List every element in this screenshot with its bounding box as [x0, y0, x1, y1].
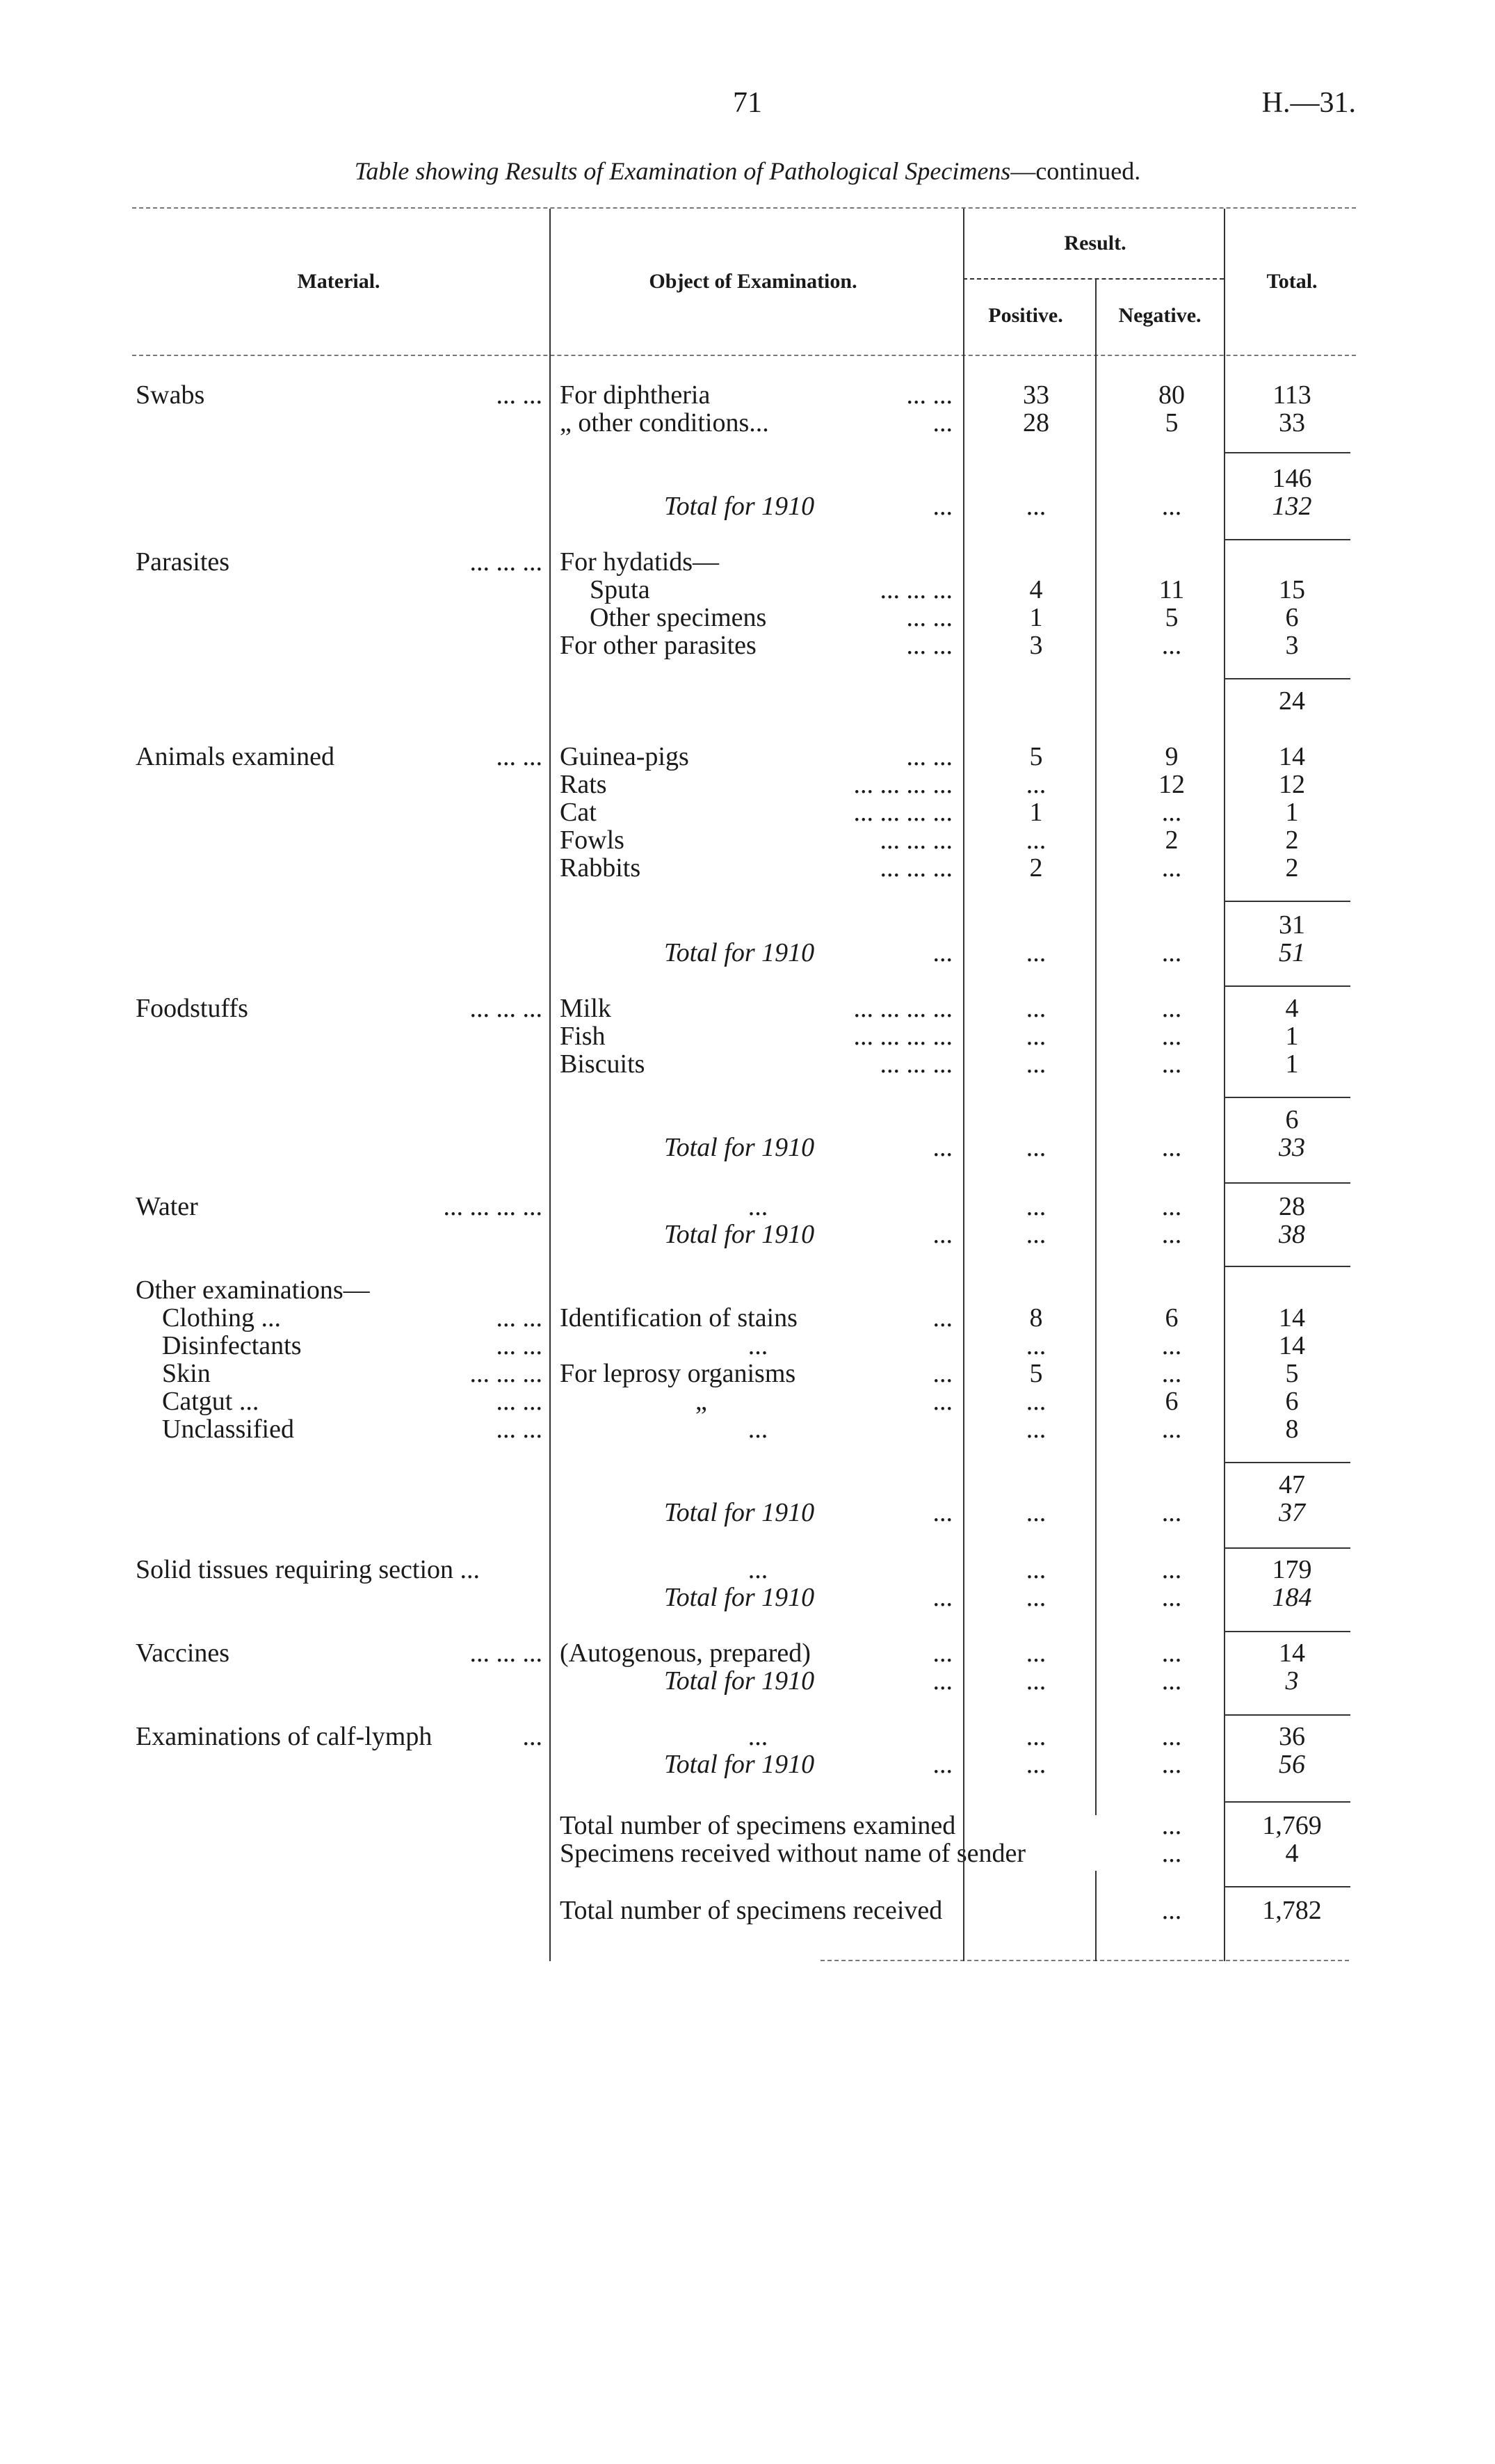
positive-count: 4 [1029, 575, 1043, 604]
material-dot-leader: ... ... ... [469, 1638, 542, 1668]
positive-count: ... [1026, 1192, 1046, 1221]
column-rule [1095, 1871, 1097, 1961]
positive-count: 33 [1023, 380, 1049, 410]
negative-count: ... [1161, 1192, 1182, 1221]
object-dot-leader: ... [932, 1359, 953, 1388]
positive-count: ... [1026, 1750, 1046, 1779]
positive-count: 2 [1029, 853, 1043, 883]
material-dot-leader: ... ... [496, 1415, 542, 1444]
positive-count: ... [1026, 1331, 1046, 1360]
page-reference: H.—31. [1261, 87, 1356, 119]
material-label: Unclassified [162, 1415, 294, 1444]
object-label: ... [748, 1722, 768, 1751]
object-label: For diphtheria [560, 380, 711, 410]
positive-count: 28 [1023, 408, 1049, 437]
positive-count: ... [1026, 1415, 1046, 1444]
object-label: Guinea-pigs [560, 742, 689, 771]
total-count: 28 [1279, 1192, 1305, 1221]
total-count: 56 [1279, 1750, 1305, 1779]
positive-count: ... [1026, 1498, 1046, 1527]
negative-count: ... [1161, 1555, 1182, 1584]
object-dot-leader: ... ... ... ... [853, 770, 953, 799]
column-rule [1224, 209, 1225, 1961]
total-count: 6 [1285, 1105, 1299, 1134]
column-rule [963, 209, 964, 1961]
negative-count: ... [1161, 994, 1182, 1023]
material-dot-leader: ... ... [496, 742, 542, 771]
material-label: Disinfectants [162, 1331, 302, 1360]
summary-dot-leader: ... [1161, 1896, 1182, 1925]
material-label: Clothing ... [162, 1303, 282, 1332]
object-dot-leader: ... ... ... ... [853, 1022, 953, 1051]
object-dot-leader: ... [932, 938, 953, 967]
negative-count: ... [1161, 853, 1182, 883]
material-dot-leader: ... ... ... [469, 1359, 542, 1388]
positive-count: 1 [1029, 603, 1043, 632]
table-title-main: Table showing Results of Examination of Pathological Specimens [354, 157, 1011, 185]
object-label: Cat [560, 798, 597, 827]
result-divider [963, 278, 1224, 280]
negative-count: ... [1161, 1638, 1182, 1668]
total-count: 132 [1272, 492, 1312, 521]
positive-count: ... [1026, 994, 1046, 1023]
material-label: Parasites [136, 547, 230, 577]
object-label: For leprosy organisms [560, 1359, 796, 1388]
negative-count: ... [1161, 798, 1182, 827]
object-label: ... [748, 1331, 768, 1360]
material-label: Other examinations— [136, 1275, 370, 1305]
subtotal-rule [1225, 1182, 1350, 1184]
object-label: Fish [560, 1022, 606, 1051]
material-label: Foodstuffs [136, 994, 248, 1023]
negative-count: ... [1161, 1666, 1182, 1696]
object-dot-leader: ... ... ... [880, 1049, 953, 1079]
negative-count: ... [1161, 1415, 1182, 1444]
object-label: Identification of stains [560, 1303, 798, 1332]
total-count: 6 [1285, 1387, 1299, 1416]
positive-count: ... [1026, 1133, 1046, 1162]
material-dot-leader: ... ... ... [469, 994, 542, 1023]
positive-count: ... [1026, 1666, 1046, 1696]
subtotal-rule [1225, 539, 1350, 540]
positive-count: 1 [1029, 798, 1043, 827]
object-label: ... [748, 1192, 768, 1221]
object-label: Fowls [560, 826, 624, 855]
object-label: Total for 1910 [664, 1133, 815, 1162]
positive-count: ... [1026, 1638, 1046, 1668]
object-dot-leader: ... ... ... [880, 826, 953, 855]
positive-count: ... [1026, 1583, 1046, 1612]
header-material: Material. [297, 270, 380, 293]
object-dot-leader: ... [932, 492, 953, 521]
object-label: Rats [560, 770, 607, 799]
negative-count: ... [1161, 1583, 1182, 1612]
total-count: 6 [1285, 603, 1299, 632]
subtotal-rule [1225, 678, 1350, 679]
object-dot-leader: ... [932, 1303, 953, 1332]
subtotal-rule [1225, 1801, 1350, 1803]
total-count: 2 [1285, 826, 1299, 855]
object-dot-leader: ... ... [906, 380, 953, 410]
column-rule [1095, 278, 1097, 1815]
negative-count: 6 [1165, 1387, 1179, 1416]
positive-count: ... [1026, 492, 1046, 521]
header-negative: Negative. [1118, 304, 1202, 327]
object-dot-leader: ... [932, 1666, 953, 1696]
total-count: 47 [1279, 1470, 1305, 1499]
positive-count: ... [1026, 1555, 1046, 1584]
total-count: 51 [1279, 938, 1305, 967]
header-total: Total. [1266, 270, 1318, 293]
subtotal-rule [1225, 985, 1350, 987]
total-count: 12 [1279, 770, 1305, 799]
table-title-suffix: —continued. [1010, 157, 1141, 185]
object-dot-leader: ... ... [906, 603, 953, 632]
object-label: Total for 1910 [664, 1666, 815, 1696]
negative-count: 5 [1165, 603, 1179, 632]
total-count: 15 [1279, 575, 1305, 604]
negative-count: 12 [1158, 770, 1185, 799]
total-count: 146 [1272, 464, 1312, 493]
negative-count: ... [1161, 492, 1182, 521]
header-result: Result. [1064, 232, 1126, 255]
material-label: Examinations of calf-lymph [136, 1722, 433, 1751]
negative-count: ... [1161, 938, 1182, 967]
total-count: 179 [1272, 1555, 1312, 1584]
total-count: 38 [1279, 1220, 1305, 1249]
header-object: Object of Examination. [649, 270, 857, 293]
material-label: Skin [162, 1359, 211, 1388]
total-count: 2 [1285, 853, 1299, 883]
negative-count: ... [1161, 1133, 1182, 1162]
positive-count: ... [1026, 1220, 1046, 1249]
object-dot-leader: ... ... ... [880, 853, 953, 883]
subtotal-rule [1225, 901, 1350, 902]
summary-label: Specimens received without name of sender [560, 1839, 1026, 1868]
material-dot-leader: ... ... [496, 1331, 542, 1360]
material-label: Solid tissues requiring section ... [136, 1555, 480, 1584]
total-count: 31 [1279, 910, 1305, 940]
object-dot-leader: ... [932, 1133, 953, 1162]
summary-label: Total number of specimens examined [560, 1811, 956, 1840]
header-positive: Positive. [988, 304, 1063, 327]
object-label: „ other conditions... [560, 408, 769, 437]
object-dot-leader: ... [932, 1498, 953, 1527]
negative-count: ... [1161, 1722, 1182, 1751]
total-count: 1 [1285, 798, 1299, 827]
bottom-rule [821, 1960, 1349, 1961]
object-label: Total for 1910 [664, 1750, 815, 1779]
negative-count: 80 [1158, 380, 1185, 410]
object-dot-leader: ... ... ... [880, 575, 953, 604]
summary-label: Total number of specimens received [560, 1896, 943, 1925]
object-dot-leader: ... [932, 1220, 953, 1249]
header-bottom-rule [132, 355, 1356, 356]
object-label: Milk [560, 994, 611, 1023]
total-count: 33 [1279, 1133, 1305, 1162]
total-count: 8 [1285, 1415, 1299, 1444]
table-title [355, 157, 1141, 185]
negative-count: ... [1161, 631, 1182, 660]
positive-count: ... [1026, 1722, 1046, 1751]
negative-count: ... [1161, 1498, 1182, 1527]
summary-dot-leader: ... [1161, 1811, 1182, 1840]
total-count: 1 [1285, 1049, 1299, 1079]
subtotal-rule [1225, 1631, 1350, 1632]
object-dot-leader: ... [932, 408, 953, 437]
negative-count: ... [1161, 1331, 1182, 1360]
total-count: 1 [1285, 1022, 1299, 1051]
total-count: 113 [1272, 380, 1311, 410]
negative-count: ... [1161, 1359, 1182, 1388]
object-label: ... [748, 1415, 768, 1444]
total-count: 36 [1279, 1722, 1305, 1751]
object-dot-leader: ... [932, 1638, 953, 1668]
total-count: 5 [1285, 1359, 1299, 1388]
material-dot-leader: ... ... [496, 1303, 542, 1332]
material-label: Catgut ... [162, 1387, 259, 1416]
total-count: 3 [1285, 1666, 1299, 1696]
top-rule [132, 207, 1356, 209]
negative-count: ... [1161, 1049, 1182, 1079]
summary-total: 1,782 [1262, 1896, 1322, 1925]
object-dot-leader: ... ... ... ... [853, 994, 953, 1023]
object-dot-leader: ... ... [906, 631, 953, 660]
total-count: 24 [1279, 686, 1305, 716]
total-count: 3 [1285, 631, 1299, 660]
page-number: 71 [733, 87, 762, 119]
total-count: 14 [1279, 1331, 1305, 1360]
object-label: (Autogenous, prepared) [560, 1638, 811, 1668]
summary-total: 1,769 [1262, 1811, 1322, 1840]
object-dot-leader: ... [932, 1583, 953, 1612]
object-label: Total for 1910 [664, 938, 815, 967]
subtotal-rule [1225, 1462, 1350, 1463]
total-count: 4 [1285, 994, 1299, 1023]
material-label: Animals examined [136, 742, 334, 771]
positive-count: ... [1026, 1022, 1046, 1051]
negative-count: 9 [1165, 742, 1179, 771]
positive-count: 3 [1029, 631, 1043, 660]
subtotal-rule [1225, 1097, 1350, 1098]
column-rule [549, 209, 551, 1961]
subtotal-rule [1225, 1547, 1350, 1549]
negative-count: ... [1161, 1750, 1182, 1779]
positive-count: ... [1026, 770, 1046, 799]
material-dot-leader: ... [522, 1722, 542, 1751]
positive-count: 5 [1029, 742, 1043, 771]
total-count: 14 [1279, 742, 1305, 771]
positive-count: 5 [1029, 1359, 1043, 1388]
material-label: Water [136, 1192, 198, 1221]
object-label: Sputa [590, 575, 650, 604]
positive-count: 8 [1029, 1303, 1043, 1332]
negative-count: 5 [1165, 408, 1179, 437]
positive-count: ... [1026, 826, 1046, 855]
positive-count: ... [1026, 1387, 1046, 1416]
total-count: 184 [1272, 1583, 1312, 1612]
object-dot-leader: ... ... [906, 742, 953, 771]
material-dot-leader: ... ... [496, 1387, 542, 1416]
negative-count: 2 [1165, 826, 1179, 855]
total-count: 37 [1279, 1498, 1305, 1527]
summary-dot-leader: ... [1161, 1839, 1182, 1868]
material-label: Swabs [136, 380, 205, 410]
positive-count: ... [1026, 1049, 1046, 1079]
negative-count: 11 [1158, 575, 1185, 604]
material-label: Vaccines [136, 1638, 230, 1668]
negative-count: ... [1161, 1220, 1182, 1249]
object-label: Rabbits [560, 853, 641, 883]
subtotal-rule [1225, 1266, 1350, 1267]
material-dot-leader: ... ... ... [469, 547, 542, 577]
object-label: For hydatids— [560, 547, 720, 577]
material-dot-leader: ... ... [496, 380, 542, 410]
object-label: Other specimens [590, 603, 767, 632]
object-dot-leader: ... ... ... ... [853, 798, 953, 827]
subtotal-rule [1225, 1714, 1350, 1716]
object-label: For other parasites [560, 631, 757, 660]
total-count: 14 [1279, 1303, 1305, 1332]
negative-count: ... [1161, 1022, 1182, 1051]
positive-count: ... [1026, 938, 1046, 967]
material-dot-leader: ... ... ... ... [443, 1192, 542, 1221]
object-label: Total for 1910 [664, 1220, 815, 1249]
object-label: Total for 1910 [664, 492, 815, 521]
object-label: Total for 1910 [664, 1583, 815, 1612]
object-label: „ [695, 1387, 707, 1416]
total-count: 33 [1279, 408, 1305, 437]
object-label: ... [748, 1555, 768, 1584]
object-dot-leader: ... [932, 1387, 953, 1416]
object-dot-leader: ... [932, 1750, 953, 1779]
subtotal-rule [1225, 452, 1350, 453]
object-label: Total for 1910 [664, 1498, 815, 1527]
total-count: 14 [1279, 1638, 1305, 1668]
negative-count: 6 [1165, 1303, 1179, 1332]
object-label: Biscuits [560, 1049, 645, 1079]
summary-total: 4 [1285, 1839, 1299, 1868]
subtotal-rule [1225, 1886, 1350, 1887]
